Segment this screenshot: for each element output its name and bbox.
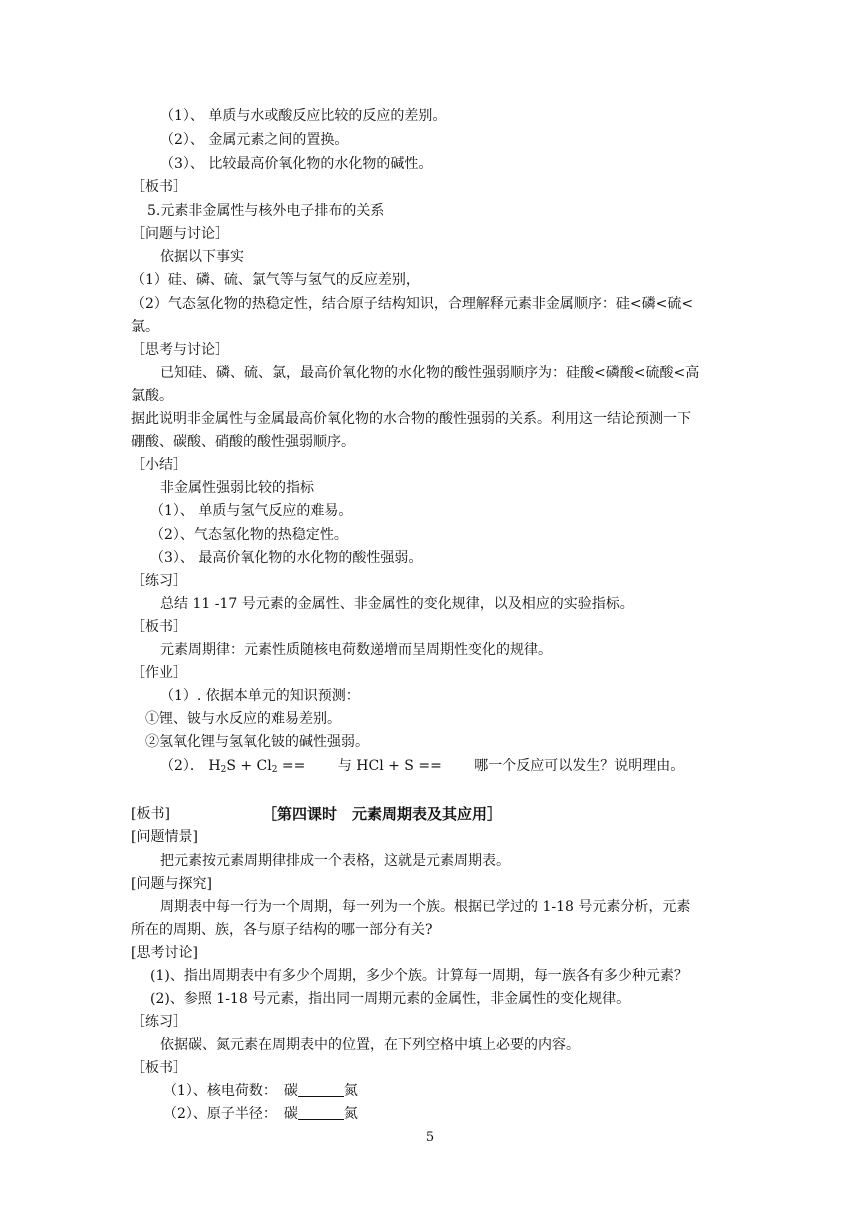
text-line: 硼酸、碳酸、硝酸的酸性强弱顺序。: [131, 434, 355, 450]
text-line: ②氢氧化锂与氢氧化铍的碱性强弱。: [145, 734, 369, 750]
text-line: 据此说明非金属性与金属最高价氧化物的水合物的酸性强弱的关系。利用这一结论预测一下: [131, 411, 691, 427]
section-heading: [板书]: [131, 806, 170, 822]
text-line: （1）硅、磷、硫、氯气等与氢气的反应差别，: [131, 272, 420, 288]
text-line: （1）. 依据本单元的知识预测：: [160, 688, 360, 704]
section-heading: ［练习］: [131, 1014, 187, 1030]
lesson-title: ［第四课时 元素周期表及其应用］: [262, 805, 503, 823]
text-line: （2）、 金属元素之间的置换。: [160, 132, 349, 148]
text-line: 总结 11 -17 号元素的金属性、非金属性的变化规律，以及相应的实验指标。: [160, 596, 634, 612]
section-heading: ［作业］: [131, 665, 187, 681]
text-line: 周期表中每一行为一个周期，每一列为一个族。根据已学过的 1-18 号元素分析，元素: [160, 899, 691, 915]
section-heading: [问题与探究]: [131, 876, 212, 892]
fill-in-line: [163, 1082, 358, 1100]
section-subtitle: 5.元素非金属性与核外电子排布的关系: [147, 203, 385, 219]
reaction-question: （2）． $H_2S + Cl_2$ == 与 HCl + S == 哪一个反应可以发生？说明理由。: [160, 758, 685, 775]
text-line: （3）、 比较最高价氧化物的水化物的碱性。: [160, 156, 433, 172]
section-heading: [问题情景]: [131, 829, 198, 845]
fill-suffix: 氮: [343, 1083, 358, 1099]
text-line: （1）、 单质与水或酸反应比较的反应的差别。: [160, 108, 447, 124]
fill-label: （1）、核电荷数： 碳: [163, 1083, 298, 1099]
text-line: 氯。: [131, 319, 159, 335]
text-line: （3）、 最高价氧化物的水化物的酸性强弱。: [150, 550, 423, 566]
text-line: (2)、参照 1-18 号元素，指出同一周期元素的金属性，非金属性的变化规律。: [150, 991, 631, 1007]
text-line: ①锂、铍与水反应的难易差别。: [145, 711, 341, 727]
fill-in-line: [163, 1105, 358, 1123]
section-heading: ［问题与讨论］: [131, 226, 229, 242]
section-heading: ［思考与讨论］: [131, 342, 229, 358]
section-heading: ［板书］: [131, 179, 187, 195]
answer-blank[interactable]: [298, 1106, 344, 1120]
text-line: 把元素按元素周期律排成一个表格，这就是元素周期表。: [160, 853, 510, 869]
section-heading: ［小结］: [131, 457, 187, 473]
page-number: 5: [425, 1130, 435, 1145]
answer-blank[interactable]: [298, 1083, 344, 1097]
section-heading: ［板书］: [131, 619, 187, 635]
section-heading: ［练习］: [131, 573, 187, 589]
text-line: 依据碳、氮元素在周期表中的位置，在下列空格中填上必要的内容。: [160, 1037, 580, 1053]
fill-suffix: 氮: [343, 1106, 358, 1122]
text-line: 非金属性强弱比较的指标: [160, 480, 314, 496]
text-line: 依据以下事实: [160, 249, 244, 265]
text-line: 氯酸。: [131, 388, 173, 404]
text-line: 元素周期律：元素性质随核电荷数递增而呈周期性变化的规律。: [160, 642, 552, 658]
text-line: （1）、 单质与氢气反应的难易。: [150, 503, 353, 519]
text-line: 已知硅、磷、硫、氯，最高价氧化物的水化物的酸性强弱顺序为：硅酸<磷酸<硫酸<高: [160, 365, 700, 381]
section-heading: [思考讨论]: [131, 945, 198, 961]
text-line: 所在的周期、族，各与原子结构的哪一部分有关?: [131, 922, 433, 938]
text-line: （2）气态氢化物的热稳定性，结合原子结构知识，合理解释元素非金属顺序：硅<磷<硫<: [131, 296, 694, 312]
section-heading: ［板书］: [131, 1060, 187, 1076]
text-line: （2）、气态氢化物的热稳定性。: [150, 527, 348, 543]
fill-label: （2）、原子半径： 碳: [163, 1106, 298, 1122]
text-line: (1)、指出周期表中有多少个周期，多少个族。计算每一周期，每一族各有多少种元素？: [150, 968, 688, 984]
